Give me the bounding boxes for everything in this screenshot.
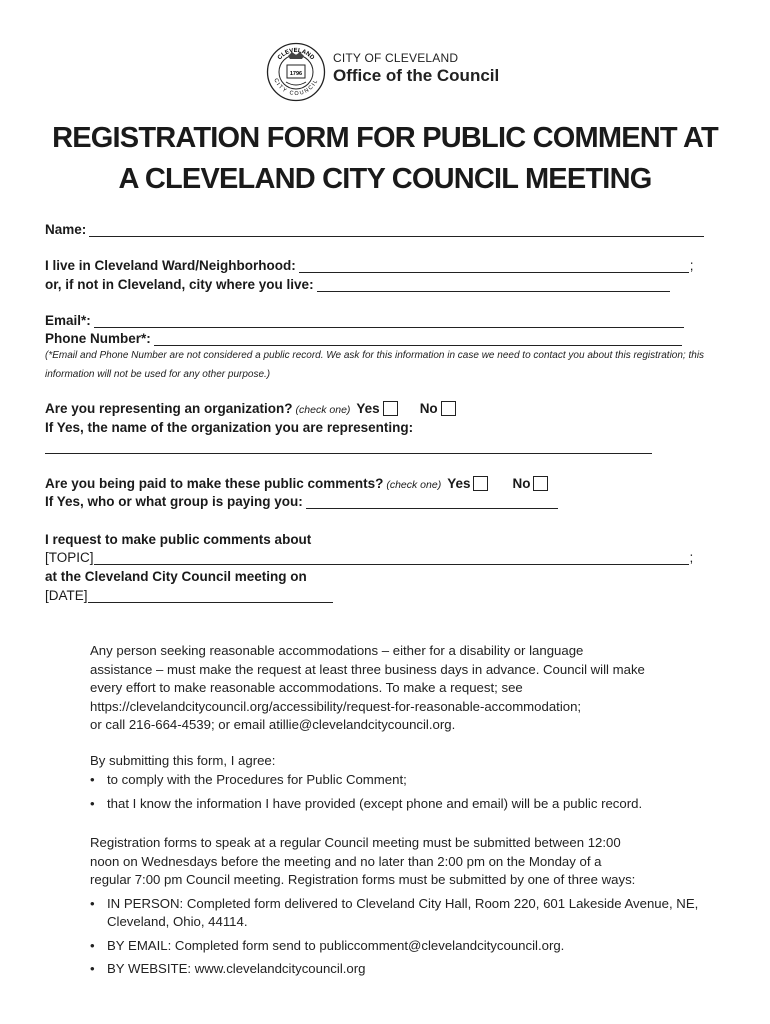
- privacy-note: (*Email and Phone Number are not considered a public record. We ask for this information in case we need to contact you about this registration; this information will not be used for any other purpose.): [45, 350, 705, 380]
- page-title: [0, 118, 770, 200]
- org-name: Office of the Council: [333, 65, 500, 85]
- date-field[interactable]: [88, 589, 333, 603]
- agreement-intro: By submitting this form, I agree:: [90, 753, 276, 768]
- request-row: [45, 532, 311, 547]
- org-no-label: No: [419, 401, 438, 416]
- date-row: [45, 588, 333, 603]
- request-label: I request to make public comments about: [45, 532, 312, 547]
- phone-label: Phone Number*:: [45, 331, 151, 346]
- org-no-checkbox[interactable]: [441, 401, 456, 416]
- accommodation-link[interactable]: https://clevelandcitycouncil.org/accessibility/request-for-reasonable-accommodation;: [90, 698, 582, 714]
- paid-check-one: (check one): [386, 479, 442, 491]
- city-label: or, if not in Cleveland, city where you live:: [45, 277, 314, 292]
- email-field[interactable]: [94, 314, 684, 328]
- phone-row: [45, 331, 682, 346]
- name-row: [45, 222, 704, 237]
- letterhead: [266, 42, 499, 102]
- org-question: Are you representing an organization?: [45, 401, 293, 416]
- paid-by-row: [45, 494, 558, 509]
- accommodation-line-1: Any person seeking reasonable accommodations – either for a disability or language: [90, 643, 584, 658]
- org-small-name: CITY OF CLEVELAND: [333, 50, 459, 65]
- title-line-2: A CLEVELAND CITY COUNCIL MEETING: [118, 163, 652, 195]
- meeting-label: at the Cleveland City Council meeting on: [45, 569, 307, 584]
- accommodation-paragraph: [90, 642, 730, 735]
- paid-yes-label: Yes: [447, 476, 471, 491]
- name-field[interactable]: [89, 223, 704, 237]
- paid-no-label: No: [512, 476, 531, 491]
- phone-field[interactable]: [154, 332, 682, 346]
- ward-row: [45, 258, 694, 273]
- list-item: • IN PERSON: Completed form delivered to Cleveland City Hall, Room 220, 601 Lakeside Avenue, NE, Cleveland, Ohio, 44114.: [90, 895, 699, 929]
- seal-top-text: CLEVELAND: [277, 47, 315, 62]
- org-question-row: [45, 401, 456, 416]
- org-yes-label: Yes: [356, 401, 380, 416]
- paid-by-field[interactable]: [306, 495, 558, 509]
- org-name-row: [45, 420, 413, 435]
- ward-label: I live in Cleveland Ward/Neighborhood:: [45, 258, 296, 273]
- submission-section: [90, 834, 730, 979]
- submission-line-3: regular 7:00 pm Council meeting. Registration forms must be submitted by one of three ways:: [90, 872, 636, 887]
- accommodation-line-3: every effort to make reasonable accommodations. To make a request; see: [90, 680, 523, 695]
- meeting-row: [45, 569, 307, 584]
- org-name-field[interactable]: [45, 440, 652, 454]
- paid-question: Are you being paid to make these public comments?: [45, 476, 384, 491]
- submission-line-1: Registration forms to speak at a regular Council meeting must be submitted between 12:00: [90, 835, 621, 850]
- list-item: • to comply with the Procedures for Public Comment;: [90, 771, 407, 787]
- ward-semicolon: ;: [689, 258, 694, 273]
- seal-year: 1796: [289, 71, 303, 77]
- ward-field[interactable]: [299, 259, 689, 273]
- date-placeholder: [DATE]: [45, 588, 88, 603]
- org-name-label: If Yes, the name of the organization you are representing:: [45, 420, 414, 435]
- paid-yes-checkbox[interactable]: [473, 476, 488, 491]
- agreement-section: [90, 752, 730, 814]
- title-line-1: REGISTRATION FORM FOR PUBLIC COMMENT AT: [52, 122, 718, 154]
- submission-line-2: noon on Wednesdays before the meeting and no later than 2:00 pm on the Monday of a: [90, 853, 602, 869]
- name-label: Name:: [45, 222, 87, 237]
- city-field[interactable]: [317, 278, 670, 292]
- accommodation-line-2: assistance – must make the request at least three business days in advance. Council will make: [90, 661, 645, 677]
- email-row: [45, 313, 684, 328]
- org-name-line-row: [45, 440, 652, 454]
- email-label: Email*:: [45, 313, 91, 328]
- list-item: • BY EMAIL: Completed form send to publiccomment@clevelandcitycouncil.org.: [90, 937, 565, 953]
- list-item: • BY WEBSITE: www.clevelandcitycouncil.org: [90, 961, 366, 976]
- paid-question-row: [45, 476, 548, 491]
- org-yes-checkbox[interactable]: [383, 401, 398, 416]
- topic-placeholder: [TOPIC]: [45, 550, 94, 565]
- org-check-one: (check one): [295, 404, 351, 416]
- topic-semicolon: ;: [689, 550, 694, 565]
- accommodation-contact: or call 216-664-4539; or email atillie@clevelandcitycouncil.org.: [90, 717, 456, 732]
- city-row: [45, 277, 670, 292]
- topic-row: [45, 550, 693, 565]
- paid-no-checkbox[interactable]: [533, 476, 548, 491]
- paid-by-label: If Yes, who or what group is paying you:: [45, 494, 303, 509]
- list-item: • that I know the information I have provided (except phone and email) will be a public record.: [90, 796, 643, 811]
- topic-field[interactable]: [94, 551, 689, 565]
- city-seal-icon: [266, 42, 326, 102]
- seal-bottom-text: CITY COUNCIL: [272, 77, 320, 98]
